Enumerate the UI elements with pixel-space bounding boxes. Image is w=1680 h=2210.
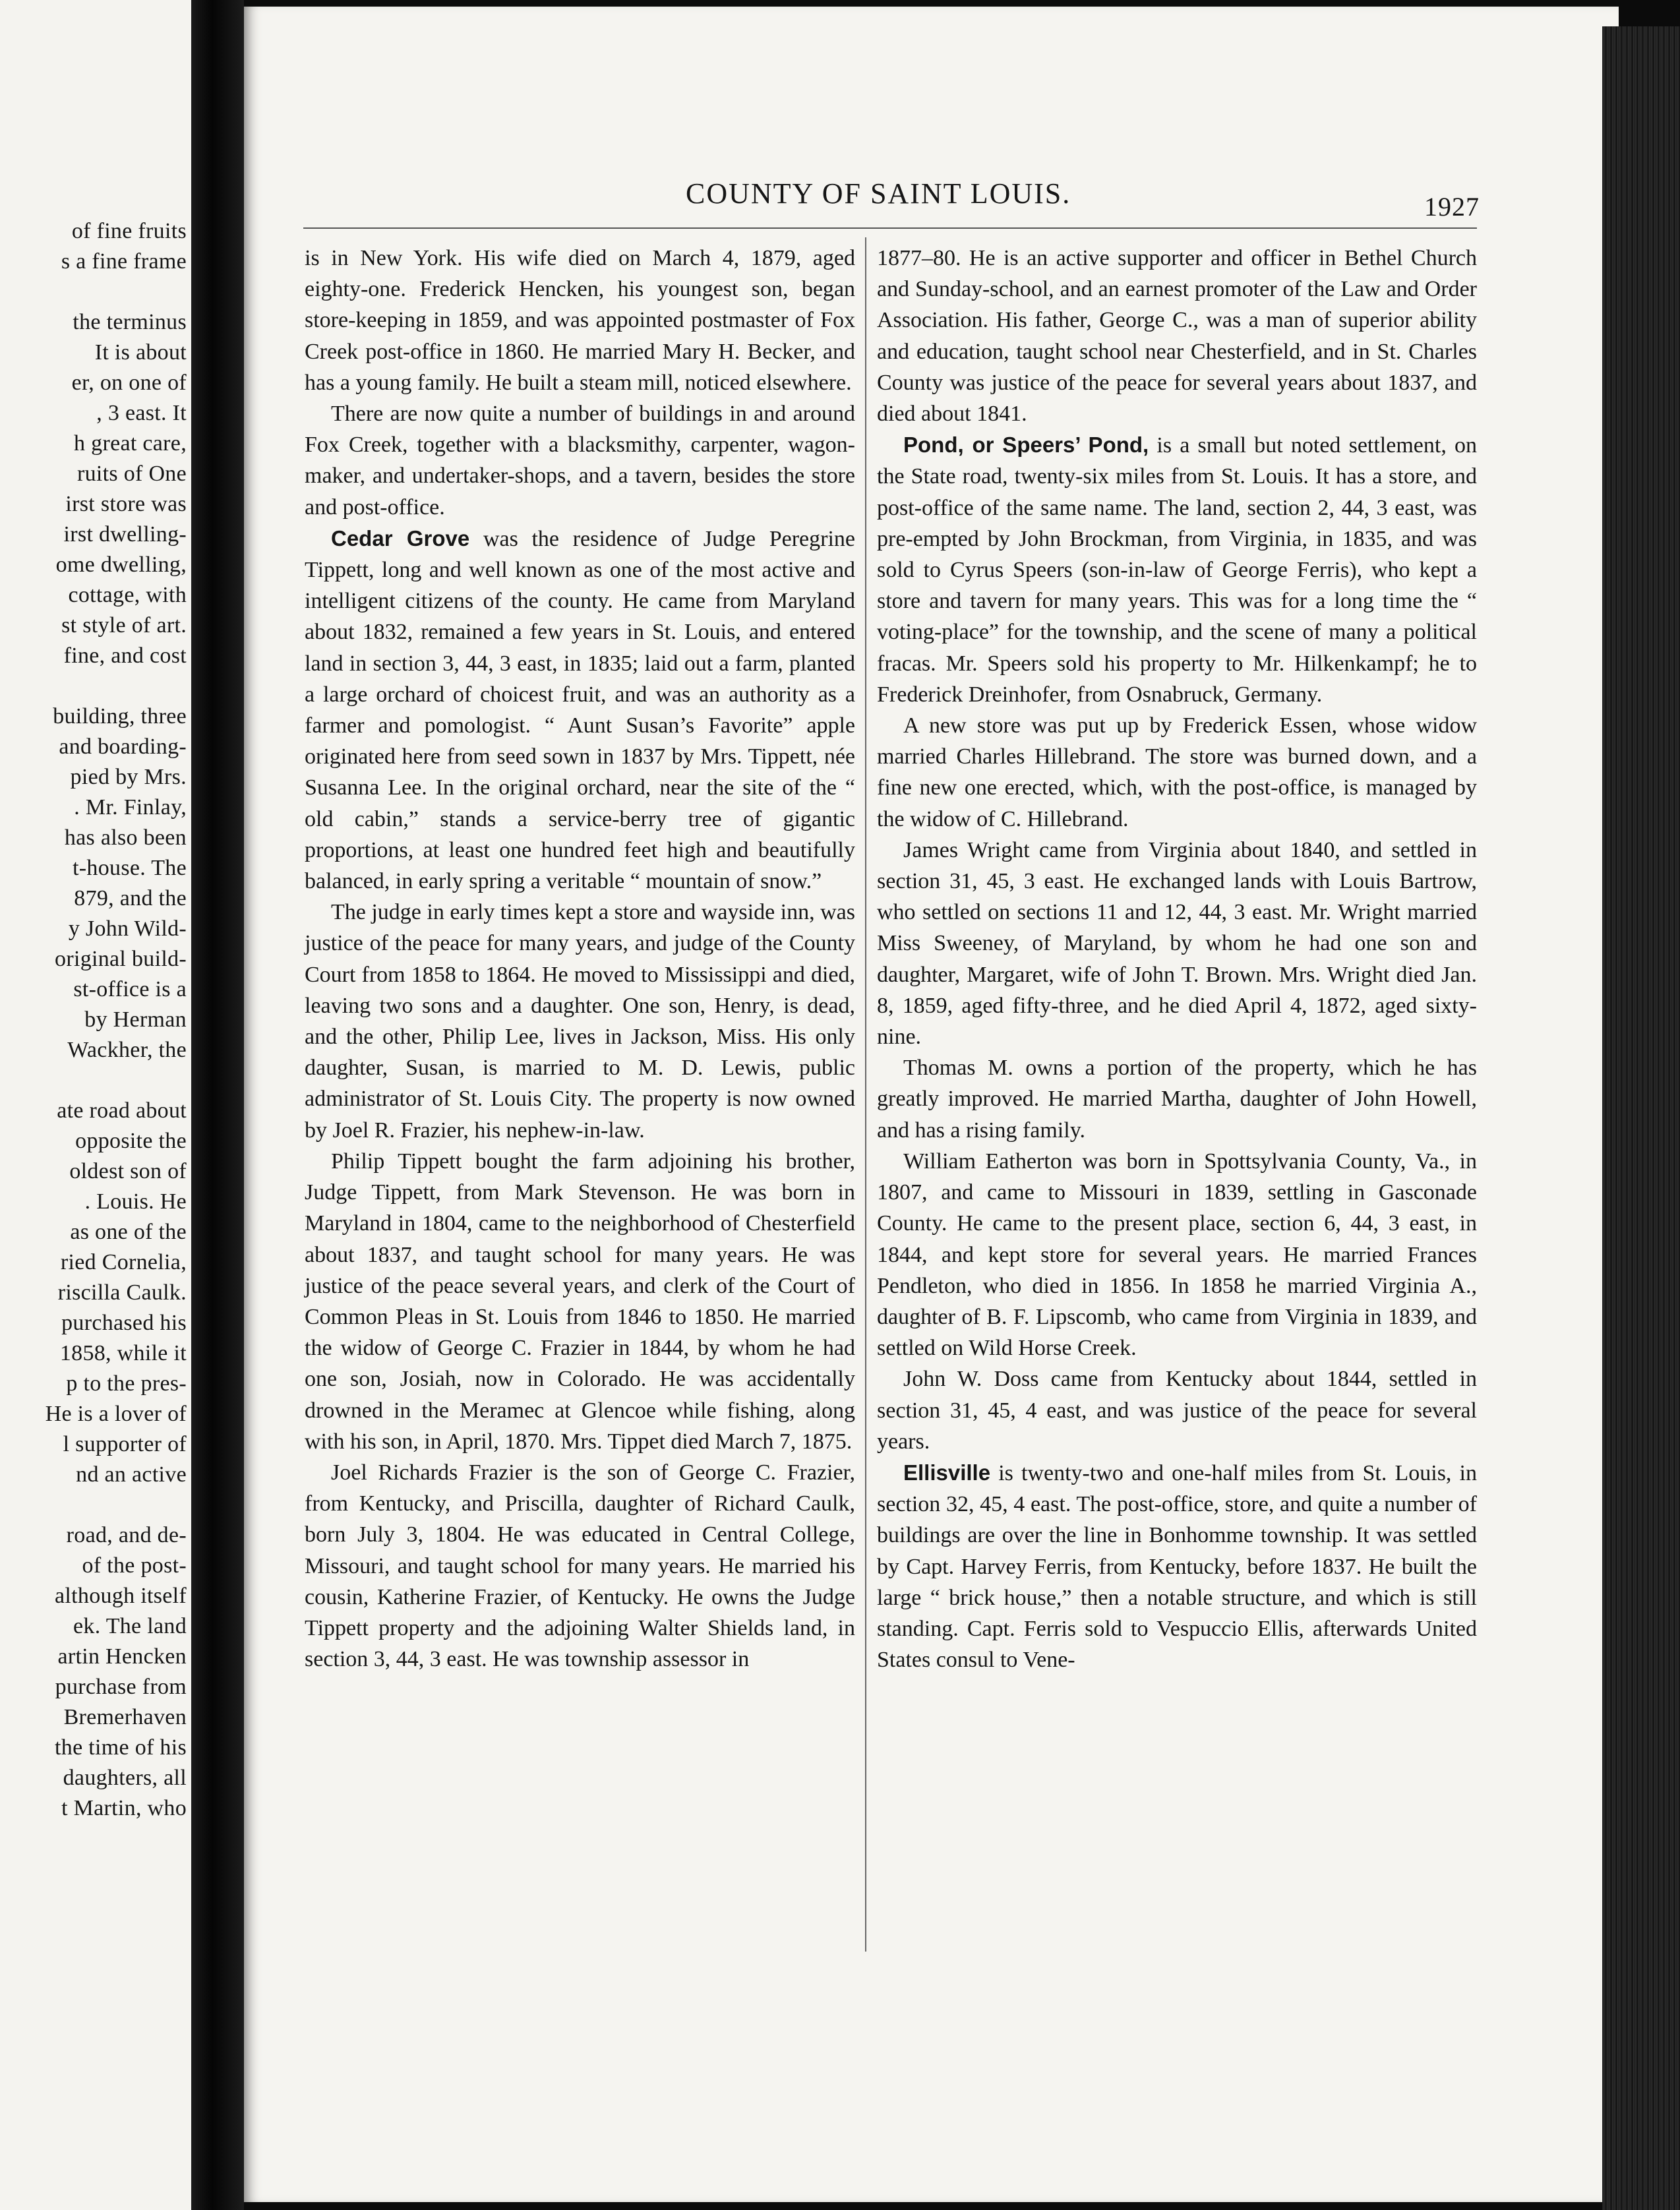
previous-page-line: . Mr. Finlay, bbox=[74, 795, 187, 820]
previous-page-line: t-house. The bbox=[73, 856, 187, 880]
previous-page-line: irst dwelling- bbox=[63, 522, 187, 547]
previous-page-line: purchased his bbox=[61, 1311, 187, 1335]
paragraph-text: Philip Tippett bought the farm adjoining his brother, Judge Tippett, from Mark Stevenson. He was born in Maryland in 1804, came to the neighborhood of Chesterfield about 1837, and taught school for many years. He was justice of the peace several years, and clerk of the Court of Common Pleas in St. Louis from 1846 to 1850. He married the widow of George C. Frazier in 1844, by whom he had one son, Josiah, now in Colorado. He was accidentally drowned in the Meramec at Glencoe while fishing, along with his son, in April, 1870. Mrs. Tippet died March 7, 1875. bbox=[305, 1149, 855, 1454]
previous-page-line: er, on one of bbox=[71, 371, 187, 395]
previous-page-line: 1858, while it bbox=[59, 1341, 187, 1365]
paragraph-text: 1877–80. He is an active supporter and officer in Bethel Church and Sunday-school, and an earnest promoter of the Law and Order Association. His father, George C., was a man of superior ability and education, taught school near Chesterfield, and in St. Charles County was justice of the peace for several years about 1837, and died about 1841. bbox=[877, 246, 1477, 427]
previous-page-line: oldest son of bbox=[69, 1159, 187, 1183]
previous-page-line: h great care, bbox=[74, 431, 187, 456]
paragraph bbox=[305, 398, 855, 523]
previous-page-line: s a fine frame bbox=[61, 249, 187, 274]
previous-page-text bbox=[5, 216, 187, 1824]
place-name-heading: Ellisville bbox=[903, 1460, 991, 1485]
paragraph bbox=[305, 523, 855, 897]
paragraph-text: John W. Doss came from Kentucky about 1844, settled in section 31, 45, 4 east, and was justice of the peace for several years. bbox=[877, 1367, 1477, 1454]
paragraph-text: There are now quite a number of buildings in and around Fox Creek, together with a blacksmithy, carpenter, wagon-maker, and undertaker-shops, and a tavern, besides the store and post-office. bbox=[305, 402, 855, 520]
previous-page-line: It is about bbox=[94, 340, 187, 365]
previous-page-line: y John Wild- bbox=[68, 916, 187, 941]
paragraph bbox=[877, 1052, 1477, 1146]
previous-page-line: 879, and the bbox=[74, 886, 187, 911]
previous-page-line bbox=[5, 1490, 187, 1520]
previous-page-line: nd an active bbox=[76, 1462, 187, 1487]
previous-page-line: ek. The land bbox=[73, 1614, 187, 1638]
left-text-column bbox=[305, 243, 855, 1675]
previous-page-line: st-office is a bbox=[73, 977, 187, 1001]
previous-page-line: pied by Mrs. bbox=[70, 765, 187, 789]
previous-page-line: st style of art. bbox=[61, 613, 187, 638]
previous-page-line: as one of the bbox=[70, 1220, 187, 1244]
previous-page-line: by Herman bbox=[84, 1007, 187, 1032]
previous-page-line: . Louis. He bbox=[84, 1189, 187, 1214]
previous-page-line: daughters, all bbox=[63, 1766, 187, 1790]
previous-page bbox=[0, 0, 191, 2210]
previous-page-line: , 3 east. It bbox=[96, 401, 187, 425]
previous-page-line: although itself bbox=[55, 1584, 187, 1608]
previous-page-line: p to the pres- bbox=[66, 1371, 187, 1396]
previous-page-line: irst store was bbox=[65, 492, 187, 516]
previous-page-line: ried Cornelia, bbox=[60, 1250, 187, 1274]
previous-page-line: ate road about bbox=[57, 1098, 187, 1123]
paragraph-text: is in New York. His wife died on March 4, 1879, aged eighty-one. Frederick Hencken, his youngest son, began store-keeping in 1859, and was appointed postmaster of Fox Creek post-office in 1860. He married Mary H. Becker, and has a young family. He built a steam mill, noticed elsewhere. bbox=[305, 246, 855, 395]
previous-page-line: artin Hencken bbox=[57, 1644, 187, 1669]
previous-page-line: road, and de- bbox=[66, 1523, 187, 1547]
previous-page-line: t Martin, who bbox=[61, 1796, 187, 1820]
previous-page-line: the time of his bbox=[55, 1735, 187, 1760]
right-text-column bbox=[877, 243, 1477, 1675]
previous-page-line: ruits of One bbox=[76, 462, 187, 486]
previous-page-line: l supporter of bbox=[63, 1432, 187, 1456]
previous-page-line: the terminus bbox=[73, 310, 187, 334]
column-divider bbox=[865, 237, 866, 1952]
previous-page-line: fine, and cost bbox=[63, 643, 187, 668]
previous-page-line: Bremerhaven bbox=[63, 1705, 187, 1729]
paragraph-text: is a small but noted settlement, on the State road, twenty-six miles from St. Louis. It has a store, and post-office of the same name. The land, section 2, 44, 3 east, was pre-empted by John Brockman, from Virginia, in 1835, and was sold to Cyrus Speers (son-in-law of George Ferris), who kept a store and tavern for many years. This was for a long time the “ voting-place” for the township, and the scene of many a political fracas. Mr. Speers sold his property to Mr. Hilkenkampf; he to Frederick Dreinhofer, from Osnabruck, Germany. bbox=[877, 433, 1477, 707]
previous-page-line: ome dwelling, bbox=[55, 552, 187, 577]
previous-page-line bbox=[5, 671, 187, 702]
place-name-heading: Cedar Grove bbox=[331, 525, 470, 551]
paragraph bbox=[877, 1457, 1477, 1675]
previous-page-line: building, three bbox=[53, 704, 187, 729]
paragraph bbox=[305, 897, 855, 1146]
paragraph-text: William Eatherton was born in Spottsylvania County, Va., in 1807, and came to Missouri in 1839, settling in Gasconade County. He came to the present place, section 6, 44, 3 east, in 1844, and kept store for several years. He married Frances Pendleton, who died in 1856. In 1858 he married Virginia A., daughter of B. F. Lipscomb, who came from Virginia in 1839, and settled on Wild Horse Creek. bbox=[877, 1149, 1477, 1361]
paragraph bbox=[877, 429, 1477, 710]
previous-page-line: of fine fruits bbox=[71, 219, 187, 243]
previous-page-line: has also been bbox=[64, 825, 187, 850]
paragraph-text: was the residence of Judge Peregrine Tippett, long and well known as one of the most active and intelligent citizens of the county. He came from Maryland about 1832, remained a few years in St. Louis, and entered land in section 3, 44, 3 east, in 1835; laid out a farm, planted a large orchard of choicest fruit, and was an authority as a farmer and pomologist. “ Aunt Susan’s Favorite” apple originated here from seed sown in 1837 by Mrs. Tippett, née Susanna Lee. In the original orchard, near the site of the “ old cabin,” stands a service-berry tree of gigantic proportions, at least one hundred feet high and beautifully balanced, in early spring a veritable “ mountain of snow.” bbox=[305, 526, 855, 894]
previous-page-line: riscilla Caulk. bbox=[57, 1280, 187, 1305]
running-head: COUNTY OF SAINT LOUIS. bbox=[686, 177, 1071, 210]
paragraph-text: The judge in early times kept a store and wayside inn, was justice of the peace for many years, and judge of the County Court from 1858 to 1864. He moved to Mississippi and died, leaving two sons and a daughter. One son, Henry, is dead, and the other, Philip Lee, lives in Jackson, Miss. His only daughter, Susan, is married to M. D. Lewis, public administrator of St. Louis City. The property is now owned by Joel R. Frazier, his nephew-in-law. bbox=[305, 900, 855, 1143]
book-gutter bbox=[191, 0, 244, 2210]
page-edges bbox=[1602, 26, 1680, 2210]
previous-page-line: Wackher, the bbox=[67, 1038, 187, 1062]
paragraph bbox=[877, 835, 1477, 1052]
previous-page-line: purchase from bbox=[55, 1675, 187, 1699]
previous-page-line: opposite the bbox=[75, 1129, 187, 1153]
previous-page-line: and boarding- bbox=[59, 734, 187, 759]
previous-page-line: of the post- bbox=[82, 1553, 187, 1578]
previous-page-line bbox=[5, 277, 187, 307]
previous-page-line: original build- bbox=[55, 947, 187, 971]
paragraph-text: Joel Richards Frazier is the son of George C. Frazier, from Kentucky, and Priscilla, daughter of Richard Caulk, born July 3, 1804. He was educated in Central College, Missouri, and taught school for many years. He married his cousin, Katherine Frazier, of Kentucky. He owns the Judge Tippett property and the adjoining Walter Shields land, in section 3, 44, 3 east. He was township assessor in bbox=[305, 1460, 855, 1672]
paragraph bbox=[305, 1146, 855, 1457]
paragraph bbox=[877, 243, 1477, 429]
paragraph bbox=[877, 1146, 1477, 1363]
paragraph-text: A new store was put up by Frederick Essen, whose widow married Charles Hillebrand. The store was burned down, and a fine new one erected, which, with the post-office, is managed by the widow of C. Hillebrand. bbox=[877, 713, 1477, 831]
paragraph bbox=[877, 1363, 1477, 1457]
paragraph-text: Thomas M. owns a portion of the property, which he has greatly improved. He married Martha, daughter of John Howell, and has a rising family. bbox=[877, 1056, 1477, 1143]
previous-page-line bbox=[5, 1065, 187, 1096]
paragraph bbox=[305, 243, 855, 398]
paragraph bbox=[305, 1457, 855, 1675]
page-number: 1927 bbox=[1424, 192, 1480, 222]
previous-page-line: He is a lover of bbox=[45, 1402, 187, 1426]
previous-page-line: cottage, with bbox=[68, 583, 187, 607]
paragraph-text: is twenty-two and one-half miles from St. Louis, in section 32, 45, 4 east. The post-office, store, and quite a number of buildings are over the line in Bonhomme township. It was settled by Capt. Harvey Ferris, from Kentucky, before 1837. He built the large “ brick house,” then a notable structure, and which is still standing. Capt. Ferris sold to Vespuccio Ellis, afterwards United States consul to Vene- bbox=[877, 1460, 1477, 1673]
paragraph-text: James Wright came from Virginia about 1840, and settled in section 31, 45, 3 east. He exchanged lands with Louis Bartrow, who settled on sections 11 and 12, 44, 3 east. Mr. Wright married Miss Sweeney, of Maryland, by whom he had one son and daughter, Margaret, wife of John T. Brown. Mrs. Wright died Jan. 8, 1859, aged fifty-three, and he died April 4, 1872, aged sixty-nine. bbox=[877, 837, 1477, 1050]
paragraph bbox=[877, 710, 1477, 835]
place-name-heading: Pond, or Speers’ Pond, bbox=[903, 433, 1149, 458]
header-rule bbox=[303, 227, 1477, 229]
